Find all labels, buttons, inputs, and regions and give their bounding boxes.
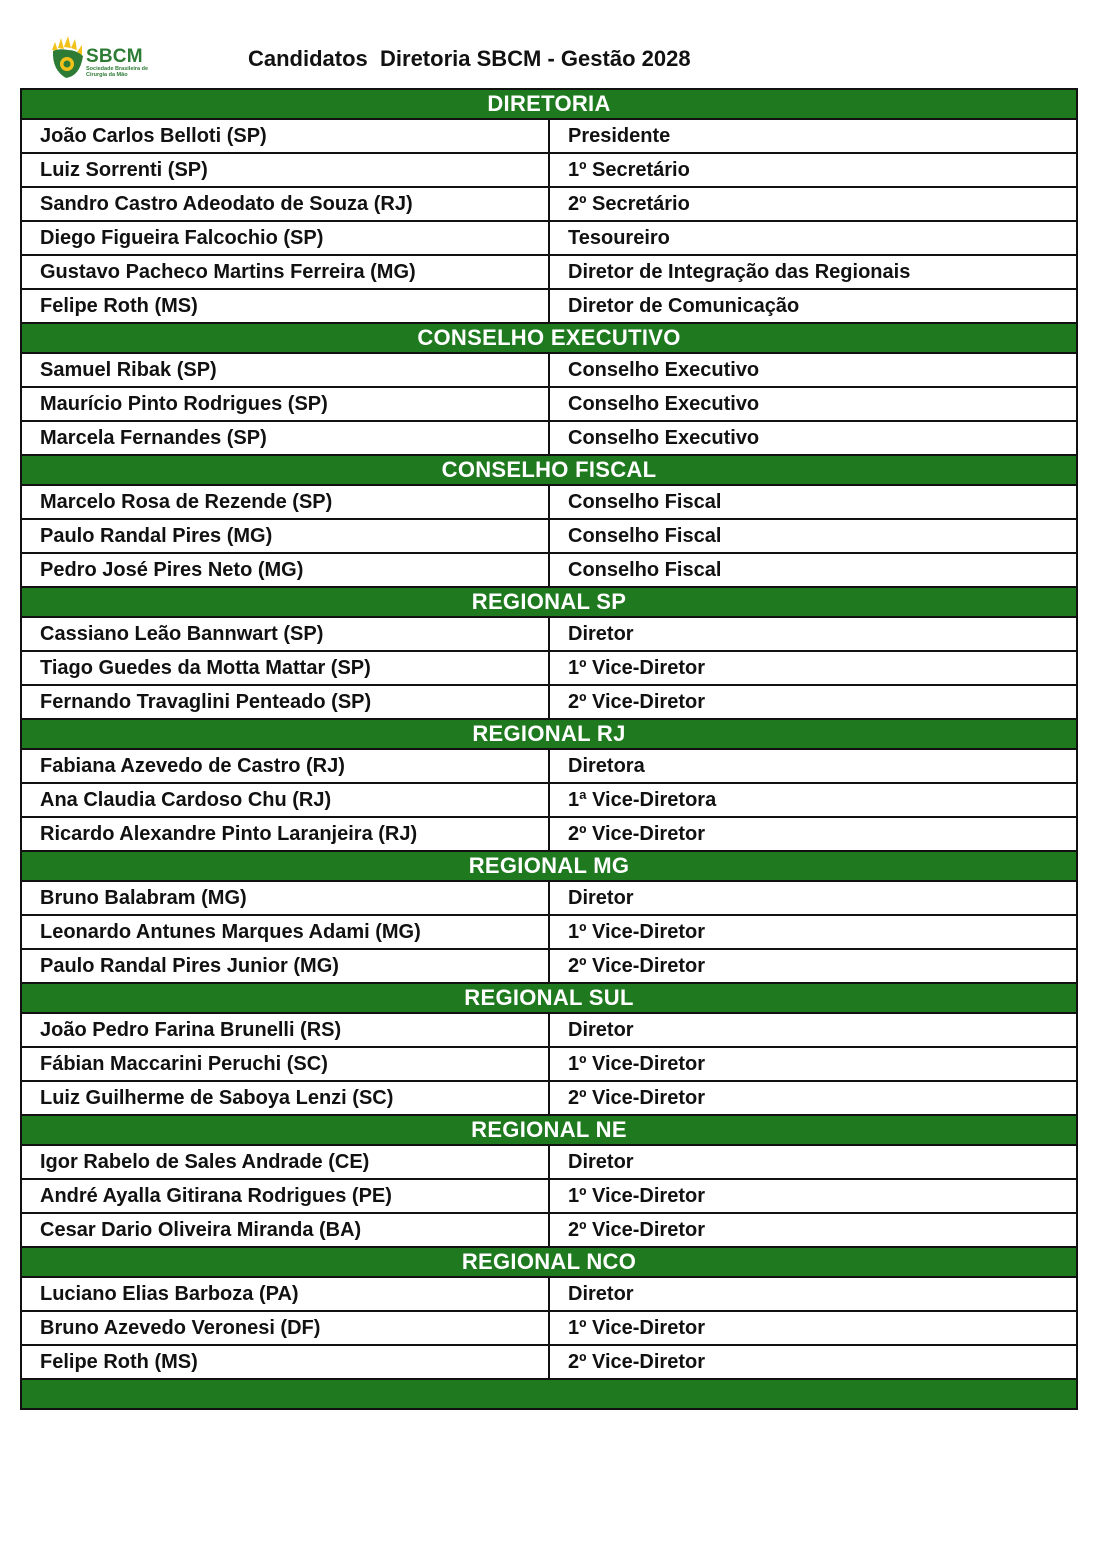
candidate-role: Diretor: [549, 1013, 1077, 1047]
candidate-name: André Ayalla Gitirana Rodrigues (PE): [21, 1179, 549, 1213]
logo-text: SBCM: [86, 46, 143, 67]
candidate-name: Ana Claudia Cardoso Chu (RJ): [21, 783, 549, 817]
candidate-name: Pedro José Pires Neto (MG): [21, 553, 549, 587]
page-title: Candidatos Diretoria SBCM - Gestão 2028: [248, 46, 691, 71]
candidate-name: Fernando Travaglini Penteado (SP): [21, 685, 549, 719]
section-title: REGIONAL NCO: [21, 1247, 1077, 1277]
table-row: [21, 1013, 1077, 1047]
candidate-role: 1º Vice-Diretor: [549, 915, 1077, 949]
table-row: [21, 1145, 1077, 1179]
section-header: [21, 719, 1077, 749]
candidate-role: Diretor de Comunicação: [549, 289, 1077, 323]
section-title: CONSELHO EXECUTIVO: [21, 323, 1077, 353]
table-row: [21, 553, 1077, 587]
candidate-name: Luiz Guilherme de Saboya Lenzi (SC): [21, 1081, 549, 1115]
table-row: [21, 1277, 1077, 1311]
section-header: [21, 1247, 1077, 1277]
candidate-name: Felipe Roth (MS): [21, 1345, 549, 1379]
candidate-name: Maurício Pinto Rodrigues (SP): [21, 387, 549, 421]
candidate-role: 2º Vice-Diretor: [549, 1081, 1077, 1115]
candidate-role: Presidente: [549, 119, 1077, 153]
section-header: [21, 1115, 1077, 1145]
sbcm-logo: [48, 36, 158, 84]
section-header: [21, 587, 1077, 617]
candidate-name: Tiago Guedes da Motta Mattar (SP): [21, 651, 549, 685]
candidate-role: 1º Vice-Diretor: [549, 1047, 1077, 1081]
candidate-role: 1º Secretário: [549, 153, 1077, 187]
table-row: [21, 817, 1077, 851]
table-row: [21, 685, 1077, 719]
candidates-table: [20, 88, 1078, 1410]
table-row: [21, 255, 1077, 289]
table-row: [21, 119, 1077, 153]
candidate-role: Conselho Executivo: [549, 353, 1077, 387]
candidate-name: João Pedro Farina Brunelli (RS): [21, 1013, 549, 1047]
candidate-role: 2º Vice-Diretor: [549, 1213, 1077, 1247]
table-row: [21, 651, 1077, 685]
table-row: [21, 421, 1077, 455]
candidate-name: Fabiana Azevedo de Castro (RJ): [21, 749, 549, 783]
candidate-role: Conselho Executivo: [549, 421, 1077, 455]
table-footer-bar: [21, 1379, 1077, 1409]
candidate-role: 2º Vice-Diretor: [549, 685, 1077, 719]
candidate-name: Ricardo Alexandre Pinto Laranjeira (RJ): [21, 817, 549, 851]
candidate-name: Luciano Elias Barboza (PA): [21, 1277, 549, 1311]
table-row: [21, 221, 1077, 255]
candidate-name: Bruno Azevedo Veronesi (DF): [21, 1311, 549, 1345]
candidate-name: João Carlos Belloti (SP): [21, 119, 549, 153]
table-row: [21, 1311, 1077, 1345]
candidate-role: Diretora: [549, 749, 1077, 783]
candidate-name: Igor Rabelo de Sales Andrade (CE): [21, 1145, 549, 1179]
section-title: REGIONAL RJ: [21, 719, 1077, 749]
candidate-role: Conselho Fiscal: [549, 519, 1077, 553]
table-row: [21, 949, 1077, 983]
candidate-role: 2º Vice-Diretor: [549, 949, 1077, 983]
candidate-role: Tesoureiro: [549, 221, 1077, 255]
section-title: DIRETORIA: [21, 89, 1077, 119]
candidate-name: Bruno Balabram (MG): [21, 881, 549, 915]
section-title: REGIONAL MG: [21, 851, 1077, 881]
candidate-name: Samuel Ribak (SP): [21, 353, 549, 387]
table-row: [21, 749, 1077, 783]
table-row: [21, 881, 1077, 915]
candidate-name: Paulo Randal Pires Junior (MG): [21, 949, 549, 983]
section-header: [21, 89, 1077, 119]
section-title: CONSELHO FISCAL: [21, 455, 1077, 485]
hand-logo-icon: [48, 36, 88, 82]
candidate-name: Sandro Castro Adeodato de Souza (RJ): [21, 187, 549, 221]
table-row: [21, 187, 1077, 221]
section-header: [21, 455, 1077, 485]
candidate-role: 2º Vice-Diretor: [549, 1345, 1077, 1379]
candidate-role: 2º Secretário: [549, 187, 1077, 221]
candidate-role: 1º Vice-Diretor: [549, 1311, 1077, 1345]
section-header: [21, 323, 1077, 353]
candidate-role: Diretor: [549, 881, 1077, 915]
table-row: [21, 1345, 1077, 1379]
candidate-name: Marcelo Rosa de Rezende (SP): [21, 485, 549, 519]
candidate-role: Diretor: [549, 617, 1077, 651]
section-header: [21, 983, 1077, 1013]
table-row: [21, 1213, 1077, 1247]
candidate-role: Conselho Fiscal: [549, 553, 1077, 587]
table-row: [21, 485, 1077, 519]
table-row: [21, 387, 1077, 421]
candidate-name: Fábian Maccarini Peruchi (SC): [21, 1047, 549, 1081]
table-row: [21, 153, 1077, 187]
table-row: [21, 617, 1077, 651]
candidate-name: Marcela Fernandes (SP): [21, 421, 549, 455]
candidate-role: Diretor de Integração das Regionais: [549, 255, 1077, 289]
candidate-name: Luiz Sorrenti (SP): [21, 153, 549, 187]
candidate-role: Diretor: [549, 1145, 1077, 1179]
section-title: REGIONAL SP: [21, 587, 1077, 617]
table-row: [21, 1179, 1077, 1213]
candidate-role: Conselho Fiscal: [549, 485, 1077, 519]
table-row: [21, 1081, 1077, 1115]
candidate-role: 2º Vice-Diretor: [549, 817, 1077, 851]
table-row: [21, 289, 1077, 323]
candidate-role: Conselho Executivo: [549, 387, 1077, 421]
candidate-role: Diretor: [549, 1277, 1077, 1311]
candidate-role: 1ª Vice-Diretora: [549, 783, 1077, 817]
candidate-role: 1º Vice-Diretor: [549, 1179, 1077, 1213]
table-row: [21, 783, 1077, 817]
candidate-name: Diego Figueira Falcochio (SP): [21, 221, 549, 255]
table-row: [21, 915, 1077, 949]
candidate-name: Gustavo Pacheco Martins Ferreira (MG): [21, 255, 549, 289]
candidate-name: Paulo Randal Pires (MG): [21, 519, 549, 553]
table-row: [21, 353, 1077, 387]
page-header: [0, 0, 1100, 88]
section-title: REGIONAL SUL: [21, 983, 1077, 1013]
table-row: [21, 519, 1077, 553]
table-row: [21, 1047, 1077, 1081]
candidate-name: Cassiano Leão Bannwart (SP): [21, 617, 549, 651]
candidate-name: Cesar Dario Oliveira Miranda (BA): [21, 1213, 549, 1247]
section-header: [21, 851, 1077, 881]
section-title: REGIONAL NE: [21, 1115, 1077, 1145]
candidate-name: Felipe Roth (MS): [21, 289, 549, 323]
candidate-role: 1º Vice-Diretor: [549, 651, 1077, 685]
logo-subtitle: Sociedade Brasileira de Cirurgia da Mão: [86, 66, 149, 78]
candidate-name: Leonardo Antunes Marques Adami (MG): [21, 915, 549, 949]
footer-bar: [21, 1379, 1077, 1409]
